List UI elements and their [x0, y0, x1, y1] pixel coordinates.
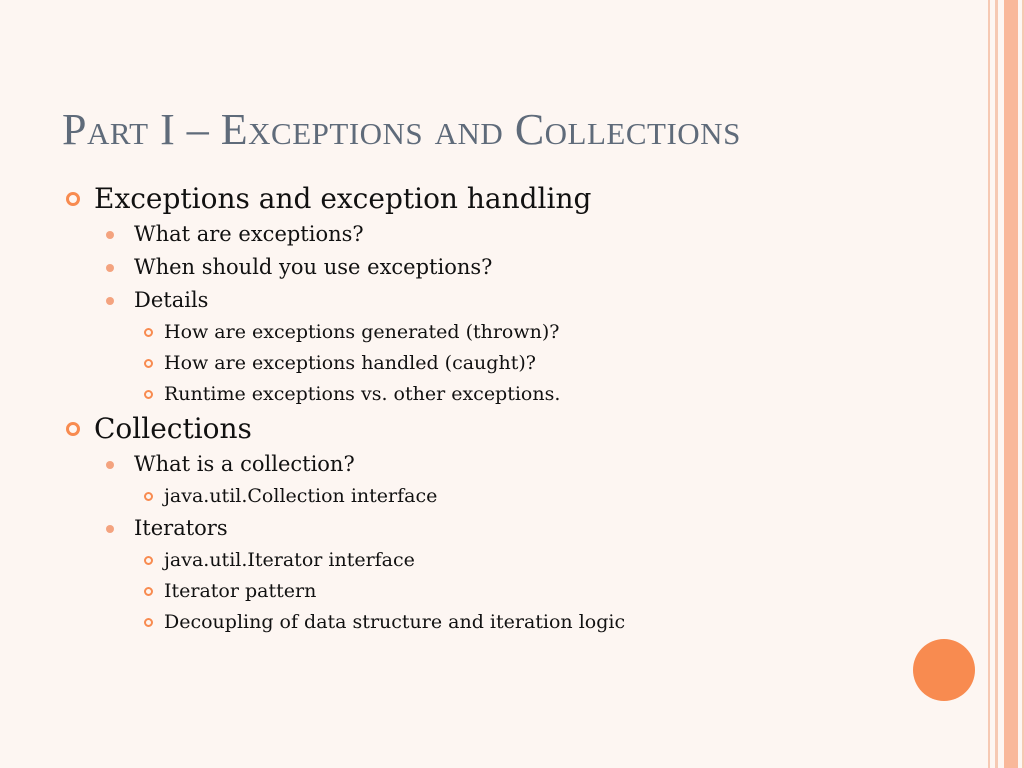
dot-bullet-icon: [106, 231, 114, 239]
small-ring-bullet-icon: [144, 390, 153, 399]
bullet-text: When should you use exceptions?: [134, 255, 493, 279]
bullet-text: Decoupling of data structure and iteration logic: [164, 611, 626, 633]
bullet-list: [62, 180, 942, 638]
bullet-text: How are exceptions generated (thrown)?: [164, 321, 560, 343]
ring-bullet-icon: [66, 422, 80, 436]
stripe-line: [988, 0, 990, 768]
bullet-text: How are exceptions handled (caught)?: [164, 352, 536, 374]
decorative-stripes: [978, 0, 1024, 768]
bullet-text: Runtime exceptions vs. other exceptions.: [164, 383, 561, 405]
bullet-level2: [62, 512, 942, 545]
bullet-text: Iterators: [134, 516, 228, 540]
bullet-level3: [62, 545, 942, 576]
bullet-text: What is a collection?: [134, 452, 355, 476]
small-ring-bullet-icon: [144, 556, 153, 565]
ring-bullet-icon: [66, 192, 80, 206]
bullet-level3: [62, 576, 942, 607]
bullet-level2: [62, 448, 942, 481]
accent-circle-decoration: [913, 639, 975, 701]
dot-bullet-icon: [106, 297, 114, 305]
bullet-level1: [62, 180, 942, 218]
small-ring-bullet-icon: [144, 359, 153, 368]
stripe-band: [1004, 0, 1018, 768]
bullet-text: java.util.Collection interface: [164, 485, 438, 507]
bullet-text: What are exceptions?: [134, 222, 364, 246]
bullet-level1: [62, 410, 942, 448]
bullet-text: Exceptions and exception handling: [94, 182, 592, 215]
bullet-level2: [62, 284, 942, 317]
bullet-text: Iterator pattern: [164, 580, 317, 602]
bullet-level2: [62, 251, 942, 284]
small-ring-bullet-icon: [144, 618, 153, 627]
slide-title: Part I – Exceptions and Collections: [62, 105, 741, 154]
dot-bullet-icon: [106, 264, 114, 272]
small-ring-bullet-icon: [144, 587, 153, 596]
bullet-level3: [62, 481, 942, 512]
stripe-line: [995, 0, 998, 768]
bullet-text: Collections: [94, 412, 252, 445]
small-ring-bullet-icon: [144, 328, 153, 337]
dot-bullet-icon: [106, 461, 114, 469]
bullet-level3: [62, 379, 942, 410]
bullet-text: Details: [134, 288, 209, 312]
bullet-level3: [62, 607, 942, 638]
bullet-text: java.util.Iterator interface: [164, 549, 415, 571]
dot-bullet-icon: [106, 525, 114, 533]
bullet-level2: [62, 218, 942, 251]
bullet-level3: [62, 348, 942, 379]
bullet-level3: [62, 317, 942, 348]
small-ring-bullet-icon: [144, 492, 153, 501]
